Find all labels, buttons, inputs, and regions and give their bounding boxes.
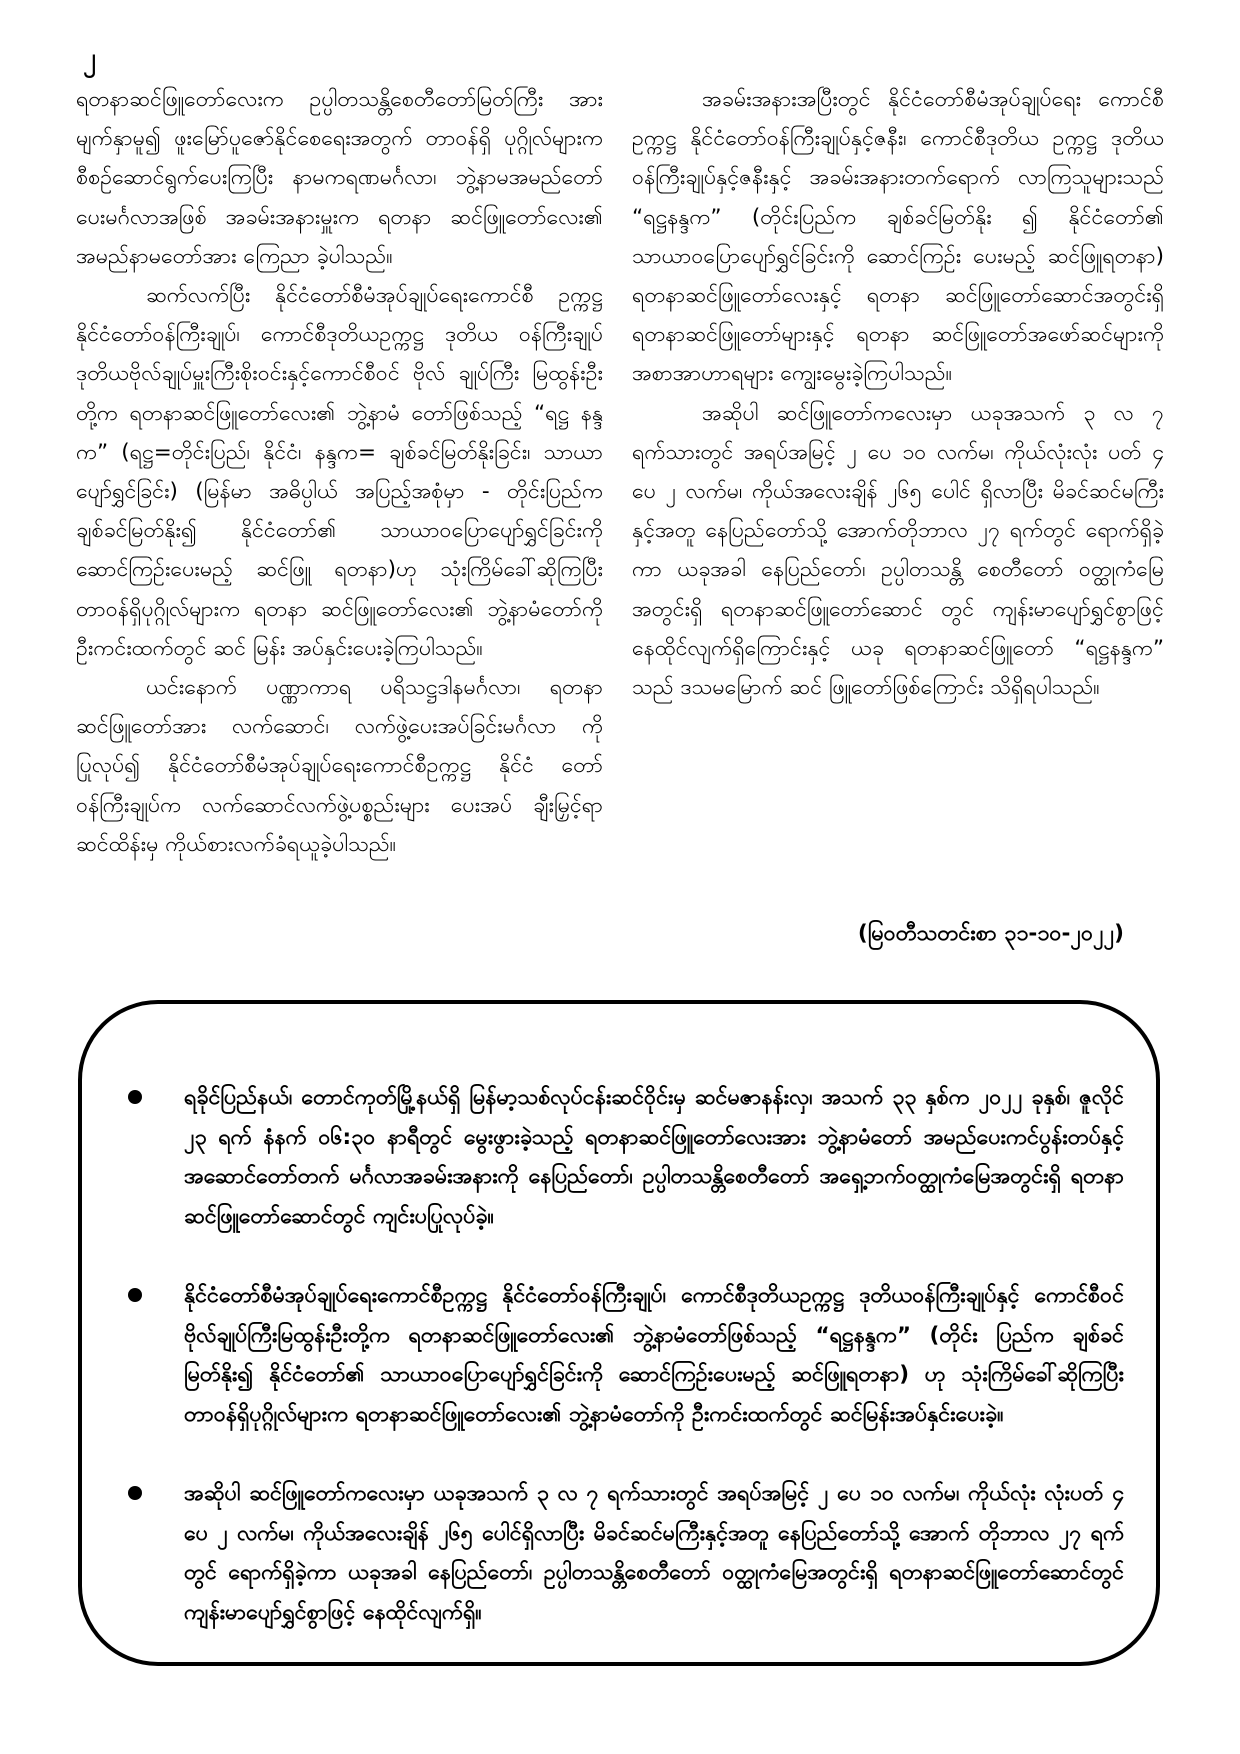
body-paragraph: ရတနာဆင်ဖြူတော်လေးက ဥပ္ပါတသန္တိစေတီတော်မြတ်ကြီး အား မျက်နှာမူ၍ ဖူးမြော်ပူဇော်နိုင်စေရေးအတွက် တာဝန်ရှိ ပုဂ္ဂိုလ်များက စီစဉ်ဆောင်ရွက်ပေးကြပြီး နာမကရဏမင်္ဂလာ၊ ဘွဲ့နာမအမည်တော်ပေးမင်္ဂလာအဖြစ် အခမ်းအနားမှူးက ရတနာ ဆင်ဖြူတော်လေး၏ အမည်နာမတော်အား ကြေညာ ခဲ့ပါသည်။ — [76, 87, 603, 269]
bullet-icon — [128, 1486, 142, 1500]
bullet-icon — [128, 1090, 142, 1104]
left-column — [76, 80, 603, 864]
summary-box — [78, 1000, 1160, 1666]
summary-item-text: အဆိုပါ ဆင်ဖြူတော်ကလေးမှာ ယခုအသက် ၃ လ ၇ ရက်သားတွင် အရပ်အမြင့် ၂ ပေ ၁၀ လက်မ၊ ကိုယ်လုံး လုံးပတ် ၄ ပေ ၂ လက်မ၊ ကိုယ်အလေးချိန် ၂၆၅ ပေါင်ရှိလာပြီး မိခင်ဆင်မကြီးနှင့်အတူ နေပြည်တော်သို့ အောက် တိုဘာလ ၂၇ ရက်တွင် ရောက်ရှိခဲ့ကာ ယခုအခါ နေပြည်တော်၊ ဥပ္ပါတသန္တိစေတီတော် ဝတ္ထုကံမြေအတွင်းရှိ ရတနာဆင်ဖြူတော်ဆောင်တွင် ကျန်းမာပျော်ရွှင်စွာဖြင့် နေထိုင်လျက်ရှိ။ — [184, 1481, 1124, 1625]
summary-item — [122, 1078, 1124, 1236]
summary-list — [122, 1078, 1124, 1672]
summary-item-text: နိုင်ငံတော်စီမံအုပ်ချုပ်ရေးကောင်စီဥက္ကဋ္ဌ နိုင်ငံတော်ဝန်ကြီးချုပ်၊ ကောင်စီဒုတိယဥက္ကဋ္ဌ ဒုတိယဝန်ကြီးချုပ်နှင့် ကောင်စီဝင် ဗိုလ်ချုပ်ကြီးမြထွန်းဦးတို့က ရတနာဆင်ဖြူတော်လေး၏ ဘွဲ့နာမံတော်ဖြစ်သည့် “ရဋ္ဌနန္ဒက” (တိုင်း ပြည်က ချစ်ခင်မြတ်နိုး၍ နိုင်ငံတော်၏ သာယာဝပြောပျော်ရွှင်ခြင်းကို ဆောင်ကြဉ်းပေးမည့် ဆင်ဖြူရတနာ) ဟု သုံးကြိမ်ခေါ်ဆိုကြပြီး တာဝန်ရှိပုဂ္ဂိုလ်များက ရတနာဆင်ဖြူတော်လေး၏ ဘွဲ့နာမံတော်ကို ဦးကင်းထက်တွင် ဆင်မြန်းအပ်နှင်းပေးခဲ့။ — [184, 1283, 1124, 1427]
body-paragraph: အဆိုပါ ဆင်ဖြူတော်ကလေးမှာ ယခုအသက် ၃ လ ၇ ရက်သားတွင် အရပ်အမြင့် ၂ ပေ ၁၀ လက်မ၊ ကိုယ်လုံးလုံး ပတ် ၄ ပေ ၂ လက်မ၊ ကိုယ်အလေးချိန် ၂၆၅ ပေါင် ရှိလာပြီး မိခင်ဆင်မကြီးနှင့်အတူ နေပြည်တော်သို့ အောက်တိုဘာလ ၂၇ ရက်တွင် ရောက်ရှိခဲ့ကာ ယခုအခါ နေပြည်တော်၊ ဥပ္ပါတသန္တိ စေတီတော် ဝတ္ထုကံမြေအတွင်းရှိ ရတနာဆင်ဖြူတော်ဆောင် တွင် ကျန်းမာပျော်ရွှင်စွာဖြင့် နေထိုင်လျက်ရှိကြောင်းနှင့် ယခု ရတနာဆင်ဖြူတော် “ရဋ္ဌနန္ဒက” သည် ဒသမမြောက် ဆင် ဖြူတော်ဖြစ်ကြောင်း သိရှိရပါသည်။ — [632, 400, 1164, 701]
body-paragraph: ဆက်လက်ပြီး နိုင်ငံတော်စီမံအုပ်ချုပ်ရေးကောင်စီ ဥက္ကဋ္ဌ နိုင်ငံတော်ဝန်ကြီးချုပ်၊ ကောင်စီဒုတိယဥက္ကဋ္ဌ ဒုတိယ ဝန်ကြီးချုပ် ဒုတိယဗိုလ်ချုပ်မှူးကြီးစိုးဝင်းနှင့်ကောင်စီဝင် ဗိုလ် ချုပ်ကြီး မြထွန်းဦးတို့က ရတနာဆင်ဖြူတော်လေး၏ ဘွဲ့နာမံ တော်ဖြစ်သည့် “ရဋ္ဌ နန္ဒက” (ရဋ္ဌ=တိုင်းပြည်၊ နိုင်ငံ၊ နန္ဒက= ချစ်ခင်မြတ်နိုးခြင်း၊ သာယာပျော်ရွှင်ခြင်း) (မြန်မာ အဓိပ္ပါယ် အပြည့်အစုံမှာ - တိုင်းပြည်က ချစ်ခင်မြတ်နိုး၍ နိုင်ငံတော်၏ သာယာဝပြောပျော်ရွှင်ခြင်းကို ဆောင်ကြဉ်းပေးမည့် ဆင်ဖြူ ရတနာ)ဟု သုံးကြိမ်ခေါ်ဆိုကြပြီး တာဝန်ရှိပုဂ္ဂိုလ်များက ရတနာ ဆင်ဖြူတော်လေး၏ ဘွဲ့နာမံတော်ကို ဦးကင်းထက်တွင် ဆင် မြန်း အပ်နှင်းပေးခဲ့ကြပါသည်။ — [76, 283, 603, 661]
source-citation: (မြဝတီသတင်းစာ ၃၁-၁၀-၂၀၂၂) — [857, 921, 1124, 946]
body-paragraph: ယင်းနောက် ပဏ္ဏာကာရ ပရိသဋ္ဌဒါနမင်္ဂလာ၊ ရတနာ ဆင်ဖြူတော်အား လက်ဆောင်၊ လက်ဖွဲ့ပေးအပ်ခြင်းမင်္ဂလာ ကို ပြုလုပ်၍ နိုင်ငံတော်စီမံအုပ်ချုပ်ရေးကောင်စီဥက္ကဋ္ဌ နိုင်ငံ တော်ဝန်ကြီးချုပ်က လက်ဆောင်လက်ဖွဲ့ပစ္စည်းများ ပေးအပ် ချီးမြှင့်ရာ ဆင်ထိန်းမှ ကိုယ်စားလက်ခံရယူခဲ့ပါသည်။ — [76, 675, 603, 857]
summary-item — [122, 1276, 1124, 1434]
right-column — [632, 80, 1164, 707]
body-paragraph: အခမ်းအနားအပြီးတွင် နိုင်ငံတော်စီမံအုပ်ချုပ်ရေး ကောင်စီဥက္ကဋ္ဌ နိုင်ငံတော်ဝန်ကြီးချုပ်နှင့်ဇနီး၊ ကောင်စီဒုတိယ ဥက္ကဋ္ဌ ဒုတိယဝန်ကြီးချုပ်နှင့်ဇနီးနှင့် အခမ်းအနားတက်ရောက် လာကြသူများသည် “ရဋ္ဌနန္ဒက” (တိုင်းပြည်က ချစ်ခင်မြတ်နိုး ၍ နိုင်ငံတော်၏ သာယာဝပြောပျော်ရွှင်ခြင်းကို ဆောင်ကြဉ်း ပေးမည့် ဆင်ဖြူရတနာ) ရတနာဆင်ဖြူတော်လေးနှင့် ရတနာ ဆင်ဖြူတော်ဆောင်အတွင်းရှိ ရတနာဆင်ဖြူတော်များနှင့် ရတနာ ဆင်ဖြူတော်အဖော်ဆင်များကို အစာအာဟာရများ ကျွေးမွေးခဲ့ကြပါသည်။ — [632, 87, 1164, 387]
summary-item — [122, 1474, 1124, 1632]
summary-item-text: ရခိုင်ပြည်နယ်၊ တောင်ကုတ်မြို့နယ်ရှိ မြန်မာ့သစ်လုပ်ငန်းဆင်ဝိုင်းမှ ဆင်မဇာနန်းလှ၊ အသက် ၃၃ နှစ်က ၂၀၂၂ ခုနှစ်၊ ဇူလိုင် ၂၃ ရက် နံနက် ဝ၆:၃ဝ နာရီတွင် မွေးဖွားခဲ့သည့် ရတနာဆင်ဖြူတော်လေးအား ဘွဲ့နာမံတော် အမည်ပေးကင်ပွန်းတပ်နှင့် အဆောင်တော်တက် မင်္ဂလာအခမ်းအနားကို နေပြည်တော်၊ ဥပ္ပါတသန္တိစေတီတော် အရှေ့ဘက်ဝတ္ထုကံမြေအတွင်းရှိ ရတနာဆင်ဖြူတော်ဆောင်တွင် ကျင်းပပြုလုပ်ခဲ့။ — [184, 1085, 1124, 1229]
bullet-icon — [128, 1288, 142, 1302]
page-number: ၂ — [83, 43, 96, 73]
